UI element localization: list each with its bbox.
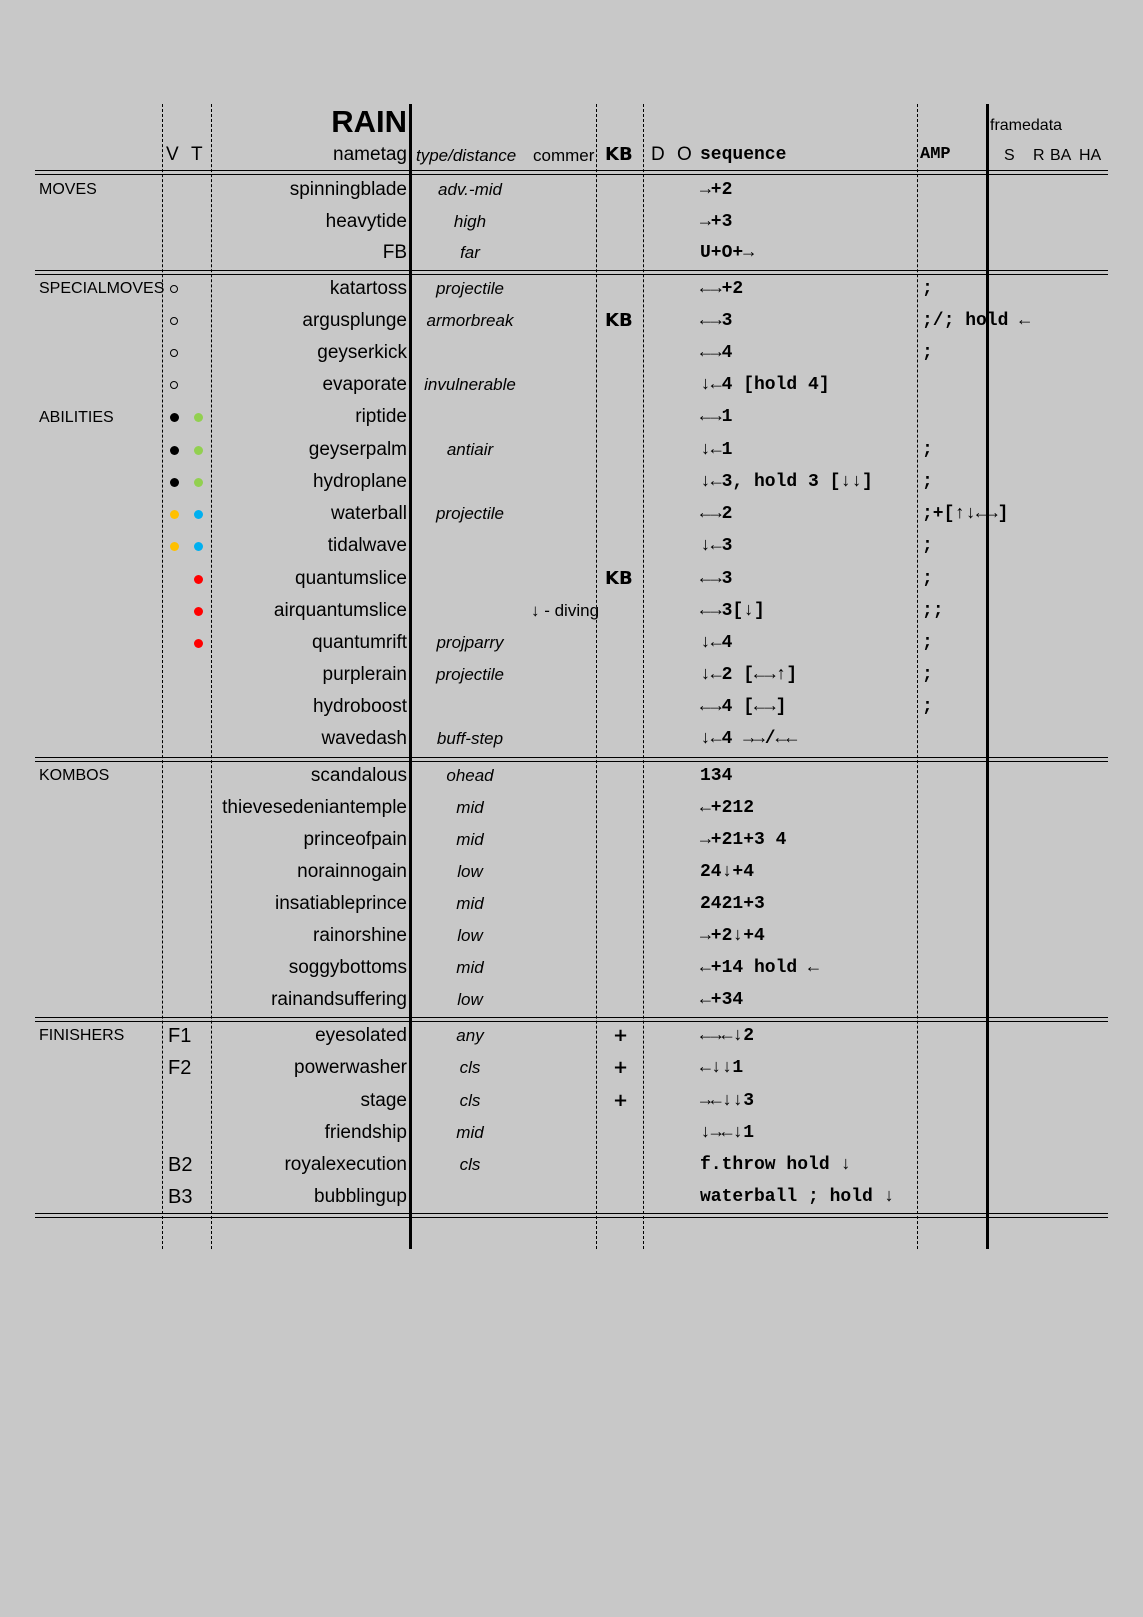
move-sequence: U+O+→ bbox=[700, 243, 755, 263]
move-sequence: ←→4 bbox=[700, 343, 733, 363]
move-type: adv.-mid bbox=[438, 180, 502, 199]
move-name: soggybottoms bbox=[288, 957, 407, 978]
move-sequence: ←→4 [←→] bbox=[700, 697, 787, 717]
move-plus: + bbox=[613, 1090, 629, 1111]
hollow-circle-icon bbox=[170, 349, 178, 357]
move-type: projectile bbox=[435, 665, 505, 684]
header-kb: KB bbox=[605, 144, 633, 165]
move-type: mid bbox=[456, 830, 484, 849]
move-variant: B3 bbox=[168, 1186, 193, 1208]
move-type: low bbox=[457, 862, 483, 881]
move-type: projparry bbox=[436, 633, 504, 652]
move-amp: ; bbox=[922, 440, 933, 460]
hollow-circle-icon bbox=[170, 285, 178, 293]
header-framedata: framedata bbox=[990, 117, 1063, 134]
move-type: mid bbox=[456, 894, 484, 913]
rule-bottom bbox=[35, 1213, 1108, 1218]
move-sequence: ←+34 bbox=[700, 990, 744, 1010]
move-name: argusplunge bbox=[302, 310, 407, 331]
move-name: quantumslice bbox=[295, 568, 407, 589]
black-dot-icon bbox=[170, 446, 179, 455]
move-sequence: ↓←2 [←→↑] bbox=[700, 665, 798, 685]
move-name: scandalous bbox=[310, 765, 407, 786]
section-moves: MOVES bbox=[39, 181, 97, 198]
move-kb: KB bbox=[605, 568, 633, 589]
move-sequence: 24↓+4 bbox=[700, 862, 755, 882]
move-name: hydroplane bbox=[312, 471, 407, 492]
divider-comment bbox=[596, 104, 597, 1249]
header-amp: AMP bbox=[920, 145, 951, 164]
move-amp: ; bbox=[922, 697, 933, 717]
yellow-dot-icon bbox=[170, 510, 179, 519]
black-dot-icon bbox=[170, 413, 179, 422]
move-sequence: ←+212 bbox=[700, 798, 755, 818]
header-ha: HA bbox=[1079, 147, 1102, 164]
black-dot-icon bbox=[170, 478, 179, 487]
move-sequence: ←↓↓1 bbox=[700, 1058, 744, 1078]
move-sequence: →+2 bbox=[700, 180, 733, 200]
hollow-circle-icon bbox=[170, 381, 178, 389]
move-name: eyesolated bbox=[315, 1025, 407, 1046]
move-name: geyserpalm bbox=[308, 439, 407, 460]
move-sequence: ←→1 bbox=[700, 407, 733, 427]
move-sequence: ←→3 bbox=[700, 569, 733, 589]
page-title: RAIN bbox=[331, 104, 407, 139]
move-name: princeofpain bbox=[303, 829, 407, 850]
header-r: R bbox=[1033, 147, 1045, 164]
green-dot-icon bbox=[194, 446, 203, 455]
rule-finishers bbox=[35, 1017, 1108, 1022]
move-name: thievesedeniantemple bbox=[222, 797, 407, 818]
move-name: powerwasher bbox=[294, 1057, 407, 1078]
move-name: hydroboost bbox=[312, 696, 407, 717]
move-sequence: 2421+3 bbox=[700, 894, 765, 914]
divider-v bbox=[162, 104, 163, 1249]
move-sequence: ↓←1 bbox=[700, 440, 733, 460]
move-name: tidalwave bbox=[327, 535, 407, 556]
move-plus: + bbox=[613, 1025, 629, 1046]
move-sequence: ↓→←↓1 bbox=[700, 1123, 755, 1143]
move-sequence: →+3 bbox=[700, 212, 733, 232]
move-type: armorbreak bbox=[426, 311, 514, 330]
move-sequence: ←+14 hold ← bbox=[700, 958, 819, 978]
move-sequence: ←→←↓2 bbox=[700, 1026, 755, 1046]
move-amp: ;; bbox=[922, 601, 944, 621]
move-type: any bbox=[456, 1026, 484, 1045]
red-dot-icon bbox=[194, 607, 203, 616]
move-amp: ; bbox=[922, 569, 933, 589]
move-sequence: →←↓↓3 bbox=[700, 1091, 755, 1111]
divider-amp bbox=[986, 104, 989, 1249]
move-type: mid bbox=[456, 798, 484, 817]
rule-special bbox=[35, 270, 1108, 275]
move-name: spinningblade bbox=[289, 179, 407, 200]
move-type: cls bbox=[459, 1091, 481, 1110]
move-sequence: ↓←3, hold 3 [↓↓] bbox=[700, 472, 873, 492]
move-variant: B2 bbox=[168, 1154, 193, 1176]
move-type: cls bbox=[459, 1155, 481, 1174]
move-amp: ; bbox=[922, 536, 933, 556]
move-comment: ↓ - diving bbox=[531, 601, 600, 620]
section-abilities: ABILITIES bbox=[39, 409, 114, 426]
move-variant: F1 bbox=[168, 1025, 192, 1047]
green-dot-icon bbox=[194, 413, 203, 422]
move-name: riptide bbox=[355, 406, 407, 427]
header-s: S bbox=[1004, 147, 1015, 164]
header-nametag: nametag bbox=[333, 144, 407, 165]
move-amp: ; bbox=[922, 665, 933, 685]
move-amp: ; bbox=[922, 472, 933, 492]
divider-t bbox=[211, 104, 212, 1249]
move-name: wavedash bbox=[321, 728, 407, 749]
move-sequence: ←→3[↓] bbox=[700, 601, 765, 621]
move-type: far bbox=[460, 243, 480, 262]
header-comment: commer bbox=[533, 146, 595, 165]
move-type: projectile bbox=[435, 504, 505, 523]
move-type: low bbox=[457, 926, 483, 945]
move-type: mid bbox=[456, 1123, 484, 1142]
section-kombos: KOMBOS bbox=[39, 767, 110, 784]
divider-kb bbox=[643, 104, 644, 1249]
move-sequence: 134 bbox=[700, 766, 733, 786]
blue-dot-icon bbox=[194, 510, 203, 519]
move-sequence: ↓←3 bbox=[700, 536, 733, 556]
header-o: O bbox=[677, 144, 692, 165]
move-name: rainorshine bbox=[313, 925, 407, 946]
move-sequence: ↓←4 bbox=[700, 633, 733, 653]
blue-dot-icon bbox=[194, 542, 203, 551]
move-name: purplerain bbox=[322, 664, 407, 685]
move-plus: + bbox=[613, 1057, 629, 1078]
move-name: katartoss bbox=[329, 278, 407, 299]
move-kb: KB bbox=[605, 310, 633, 331]
move-type: low bbox=[457, 990, 483, 1009]
move-name: waterball bbox=[330, 503, 407, 524]
move-sequence: waterball ; hold ↓ bbox=[700, 1187, 895, 1207]
move-name: bubblingup bbox=[314, 1186, 407, 1207]
move-name: evaporate bbox=[322, 374, 407, 395]
move-amp: ; bbox=[922, 633, 933, 653]
move-amp: ; bbox=[922, 343, 933, 363]
move-type: invulnerable bbox=[424, 375, 516, 394]
move-sequence: ←→2 bbox=[700, 504, 733, 524]
header-ba: BA bbox=[1050, 147, 1072, 164]
move-type: cls bbox=[459, 1058, 481, 1077]
move-type: projectile bbox=[435, 279, 505, 298]
header-t: T bbox=[191, 144, 203, 165]
move-sequence: ←→+2 bbox=[700, 279, 744, 299]
move-sequence: f.throw hold ↓ bbox=[700, 1155, 852, 1175]
header-sequence: sequence bbox=[700, 145, 787, 165]
move-type: buff-step bbox=[436, 729, 504, 748]
header-d: D bbox=[651, 144, 665, 165]
move-amp: ; bbox=[922, 279, 933, 299]
move-name: friendship bbox=[324, 1122, 407, 1143]
move-amp: ;+[↑↓←→] bbox=[922, 504, 1009, 524]
move-name: quantumrift bbox=[311, 632, 407, 653]
move-sequence: →+21+3 4 bbox=[700, 830, 787, 850]
rule-header bbox=[35, 170, 1108, 175]
move-name: royalexecution bbox=[284, 1154, 407, 1175]
move-type: high bbox=[453, 212, 487, 231]
divider-sequence bbox=[917, 104, 918, 1249]
move-sequence: ←→3 bbox=[700, 311, 733, 331]
move-variant: F2 bbox=[168, 1057, 192, 1079]
green-dot-icon bbox=[194, 478, 203, 487]
move-name: heavytide bbox=[325, 211, 407, 232]
move-name: insatiableprince bbox=[274, 893, 407, 914]
move-sequence: →+2↓+4 bbox=[700, 926, 765, 946]
move-sequence: ↓←4 →→/←← bbox=[700, 729, 798, 749]
rule-kombos bbox=[35, 757, 1108, 762]
move-name: geyserkick bbox=[317, 342, 407, 363]
move-sequence: ↓←4 [hold 4] bbox=[700, 375, 830, 395]
header-v: V bbox=[166, 144, 179, 165]
section-finishers: FINISHERS bbox=[39, 1027, 125, 1044]
header-type: type/distance bbox=[416, 146, 517, 165]
section-specialmoves: SPECIALMOVES bbox=[39, 280, 165, 297]
move-name: stage bbox=[360, 1090, 407, 1111]
red-dot-icon bbox=[194, 639, 203, 648]
move-name: FB bbox=[382, 242, 407, 263]
move-name: norainnogain bbox=[297, 861, 407, 882]
red-dot-icon bbox=[194, 575, 203, 584]
move-name: rainandsuffering bbox=[271, 989, 407, 1010]
move-type: ohead bbox=[446, 766, 494, 785]
move-type: mid bbox=[456, 958, 484, 977]
move-name: airquantumslice bbox=[273, 600, 407, 621]
yellow-dot-icon bbox=[170, 542, 179, 551]
hollow-circle-icon bbox=[170, 317, 178, 325]
move-amp: ;/; hold ← bbox=[922, 311, 1031, 331]
move-type: antiair bbox=[446, 440, 494, 459]
